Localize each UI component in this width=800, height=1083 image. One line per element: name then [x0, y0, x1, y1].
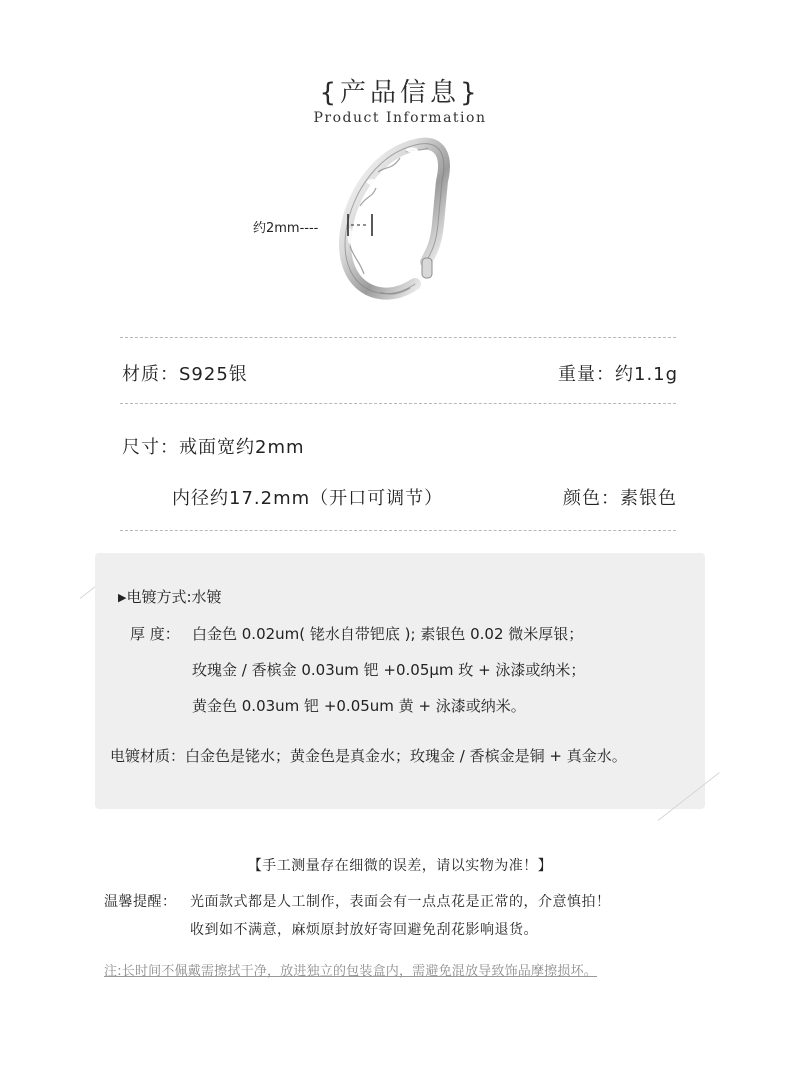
- notice-headline: 【手工测量存在细微的误差，请以实物为准！】: [247, 858, 553, 874]
- color-text: 颜色：素银色: [563, 488, 677, 509]
- material-text: 材质：S925银: [122, 364, 248, 385]
- tip-line-2: 收到如不满意，麻烦原封放好寄回避免刮花影响退货。: [190, 922, 538, 938]
- care-note: 注:长时间不佩戴需擦拭干净，放进独立的包装盒内，需避免混放导致饰品摩擦损坏。: [104, 964, 597, 979]
- divider: [120, 337, 676, 338]
- weight-text: 重量：约1.1g: [558, 364, 679, 385]
- size-text: 尺寸：戒面宽约2mm: [122, 437, 305, 458]
- page-subtitle: Product Information: [313, 110, 487, 126]
- divider: [120, 530, 676, 531]
- tip-label: 温馨提醒：: [104, 894, 177, 910]
- bullet-arrow-icon: ▶: [118, 591, 127, 604]
- thickness-label: 厚 度：: [130, 625, 180, 643]
- page-title: {产品信息}: [319, 78, 481, 108]
- tip-line-1: 光面款式都是人工制作，表面会有一点点花是正常的，介意慎拍！: [190, 894, 611, 910]
- inner-diameter-text: 内径约17.2mm（开口可调节）: [172, 488, 444, 509]
- thickness-line-1: 白金色 0.02um( 铑水自带钯底 ); 素银色 0.02 微米厚银；: [192, 625, 584, 643]
- ring-width-label: 约2mm----: [253, 221, 319, 236]
- ring-image: [320, 136, 470, 316]
- plating-method: ▶电镀方式:水镀: [118, 588, 222, 606]
- thickness-line-2: 玫瑰金 / 香槟金 0.03um 钯 +0.05μm 玫 + 泳漆或纳米；: [192, 661, 586, 679]
- plating-material: 电镀材质：白金色是铑水；黄金色是真金水；玫瑰金 / 香槟金是铜 + 真金水。: [110, 747, 627, 765]
- divider: [120, 403, 676, 404]
- thickness-line-3: 黄金色 0.03um 钯 +0.05um 黄 + 泳漆或纳米。: [192, 697, 526, 715]
